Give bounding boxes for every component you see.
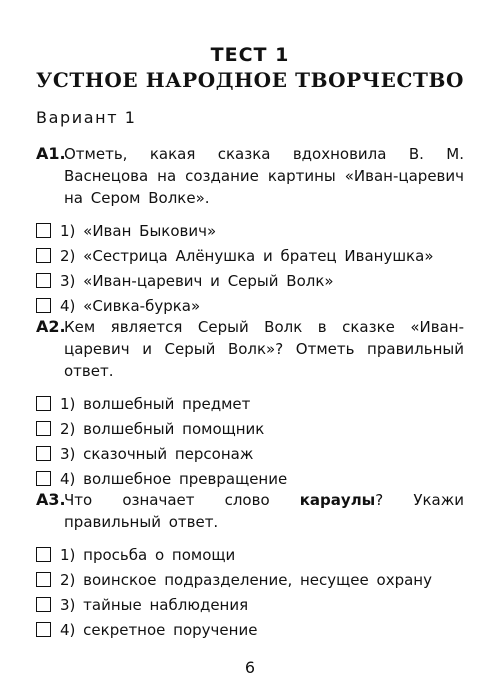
answer-option[interactable]	[36, 268, 464, 293]
page-number: 6	[244, 658, 256, 677]
answer-label: 2) волшебный помощник	[60, 419, 265, 438]
answer-option[interactable]	[36, 293, 464, 318]
answer-label: 4) секретное поручение	[60, 620, 258, 639]
answer-options	[36, 391, 464, 491]
question-a1	[36, 143, 464, 318]
answer-checkbox[interactable]	[36, 547, 51, 562]
question-a2	[36, 316, 464, 491]
answer-checkbox[interactable]	[36, 298, 51, 313]
answer-label: 3) тайные наблюдения	[60, 595, 249, 614]
test-subtitle: УСТНОЕ НАРОДНОЕ ТВОРЧЕСТВО	[36, 68, 464, 92]
answer-checkbox[interactable]	[36, 248, 51, 263]
question-text	[64, 489, 464, 533]
answer-option[interactable]	[36, 391, 464, 416]
question-number: А2.	[36, 317, 66, 336]
answer-option[interactable]	[36, 243, 464, 268]
answer-label: 1) «Иван Быкович»	[60, 221, 217, 240]
keyword-karauly: караулы	[299, 491, 376, 509]
answer-checkbox[interactable]	[36, 273, 51, 288]
question-text: Отметь, какая сказка вдохновила В. М. Васнецова на создание картины «Иван-царевич на Сером Волке».	[64, 145, 464, 207]
question-a3	[36, 489, 464, 642]
answer-option[interactable]	[36, 441, 464, 466]
answer-label: 4) волшебное превращение	[60, 469, 288, 488]
test-title: ТЕСТ 1	[210, 44, 290, 66]
answer-options	[36, 218, 464, 318]
answer-option[interactable]	[36, 592, 464, 617]
answer-checkbox[interactable]	[36, 471, 51, 486]
answer-option[interactable]	[36, 218, 464, 243]
answer-label: 1) просьба о помощи	[60, 545, 236, 564]
answer-option[interactable]	[36, 542, 464, 567]
answer-checkbox[interactable]	[36, 622, 51, 637]
answer-option[interactable]	[36, 617, 464, 642]
answer-checkbox[interactable]	[36, 597, 51, 612]
answer-label: 1) волшебный предмет	[60, 394, 251, 413]
answer-label: 2) воинское подразделение, несущее охрану	[60, 570, 432, 589]
question-text: Кем является Серый Волк в сказке «Иван-царевич и Серый Волк»? Отметь правильный ответ.	[64, 318, 464, 380]
question-text-end: ? Укажи правильный ответ.	[64, 491, 464, 531]
answer-options	[36, 542, 464, 642]
question-text-start: Что означает слово	[64, 491, 300, 509]
answer-label: 3) «Иван-царевич и Серый Волк»	[60, 271, 334, 290]
answer-checkbox[interactable]	[36, 421, 51, 436]
answer-option[interactable]	[36, 567, 464, 592]
answer-option[interactable]	[36, 466, 464, 491]
answer-label: 3) сказочный персонаж	[60, 444, 254, 463]
answer-label: 4) «Сивка-бурка»	[60, 296, 201, 315]
question-number: А3.	[36, 490, 66, 509]
answer-option[interactable]	[36, 416, 464, 441]
question-number: А1.	[36, 144, 66, 163]
answer-checkbox[interactable]	[36, 396, 51, 411]
answer-checkbox[interactable]	[36, 572, 51, 587]
variant-label: Вариант 1	[36, 108, 137, 127]
answer-checkbox[interactable]	[36, 223, 51, 238]
answer-checkbox[interactable]	[36, 446, 51, 461]
answer-label: 2) «Сестрица Алёнушка и братец Иванушка»	[60, 246, 434, 265]
